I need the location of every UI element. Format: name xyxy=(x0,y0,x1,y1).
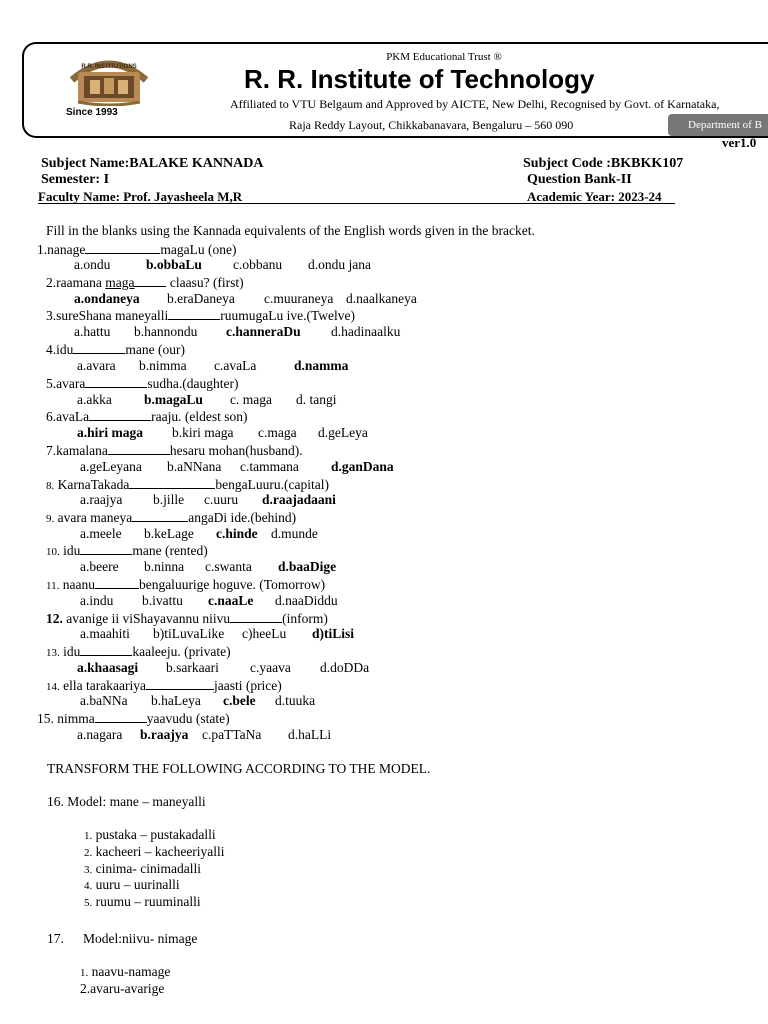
options-13: a.khaasagi b.sarkaari c.yaava d.doDDa xyxy=(77,660,370,675)
answer-16-4: 4. uuru – uurinalli xyxy=(84,877,180,892)
instruction: Fill in the blanks using the Kannada equivalents of the English words given in the bracket. xyxy=(46,223,535,238)
answer-16-1: 1. pustaka – pustakadalli xyxy=(84,827,216,842)
since-year: Since 1993 xyxy=(66,107,118,118)
question-4: 4.idu mane (our) xyxy=(46,342,185,357)
options-4: a.avara b.nimma c.avaLa d.namma xyxy=(77,358,349,373)
question-15: 15. nimma yaavudu (state) xyxy=(37,711,230,726)
options-7: a.geLeyana b.aNNana c.tammana d.ganDana xyxy=(80,459,394,474)
options-10: a.beere b.ninna c.swanta d.baaDige xyxy=(80,559,337,574)
question-3: 3.sureShana maneyalli ruumugaLu ive.(Twelve) xyxy=(46,308,355,323)
model-17: Model:niivu- nimage xyxy=(83,931,198,946)
question-1: 1.nanage magaLu (one) xyxy=(37,242,237,257)
options-15: a.nagara b.raajya c.paTTaNa d.haLLi xyxy=(77,727,332,742)
options-8: a.raajya b.jille c.uuru d.raajadaani xyxy=(80,492,336,507)
options-3: a.hattu b.hannondu c.hanneraDu d.hadinaalku xyxy=(74,324,401,339)
question-2: 2.raamana maga claasu? (first) xyxy=(46,275,244,290)
question-13: 13. idu kaaleeju. (private) xyxy=(46,644,231,659)
answer-16-5: 5. ruumu – ruuminalli xyxy=(84,894,201,909)
question-12: 12. avanige ii viShayavannu niivu (inform) xyxy=(46,611,328,626)
department-tab: Department of B xyxy=(668,114,768,136)
answer-16-2: 2. kacheeri – kacheeriyalli xyxy=(84,844,225,859)
question-5: 5.avara sudha.(daughter) xyxy=(46,376,239,391)
options-5: a.akka b.magaLu c. maga d. tangi xyxy=(77,392,337,407)
logo-text: R.R. INSTITUTIONS xyxy=(81,64,137,70)
options-11: a.indu b.ivattu c.naaLe d.naaDiddu xyxy=(80,593,338,608)
options-9: a.meele b.keLage c.hinde d.munde xyxy=(80,526,318,541)
semester: Semester: I xyxy=(41,172,110,187)
question-11: 11. naanu bengaluurige hoguve. (Tomorrow) xyxy=(46,577,326,592)
affiliation-line: Affiliated to VTU Belgaum and Approved by AICTE, New Delhi, Recognised by Govt. of Karnataka, xyxy=(230,97,720,111)
transform-heading: TRANSFORM THE FOLLOWING ACCORDING TO THE MODEL. xyxy=(47,761,431,776)
question-6: 6.avaLa raaju. (eldest son) xyxy=(46,409,248,424)
trust-name: PKM Educational Trust ® xyxy=(386,51,502,63)
version-label: ver1.0 xyxy=(722,135,757,150)
address-line: Raja Reddy Layout, Chikkabanavara, Bengaluru – 560 090 xyxy=(289,118,574,132)
question-bank: Question Bank-II xyxy=(527,172,632,187)
options-6: a.hiri maga b.kiri maga c.maga d.geLeya xyxy=(77,425,368,440)
subject-code: Subject Code :BKBKK107 xyxy=(523,156,684,171)
options-14: a.baNNa b.haLeya c.bele d.tuuka xyxy=(80,693,316,708)
institute-title: R. R. Institute of Technology xyxy=(244,64,595,94)
academic-year: Academic Year: 2023-24 xyxy=(527,189,662,204)
faculty-name: Faculty Name: Prof. Jayasheela M,R xyxy=(38,189,243,204)
meta-divider xyxy=(38,203,675,204)
answer-16-3: 3. cinima- cinimadalli xyxy=(84,861,201,876)
options-2: a.ondaneya b.eraDaneya c.muuraneya d.naalkaneya xyxy=(74,291,417,306)
answer-17-1: 1. naavu-namage xyxy=(80,964,171,979)
subject-name: Subject Name:BALAKE KANNADA xyxy=(41,156,264,171)
question-7: 7.kamalana hesaru mohan(husband). xyxy=(46,443,303,458)
question-14: 14. ella tarakaariya jaasti (price) xyxy=(46,678,282,693)
question-17-number: 17. xyxy=(47,931,64,946)
options-1: a.ondu b.obbaLu c.obbanu d.ondu jana xyxy=(74,257,371,272)
answer-17-2: 2.avaru-avarige xyxy=(80,981,165,996)
question-9: 9. avara maneya angaDi ide.(behind) xyxy=(46,510,297,525)
question-8: 8. KarnaTakada bengaLuuru.(capital) xyxy=(46,477,329,492)
model-16: 16. Model: mane – maneyalli xyxy=(47,794,206,809)
options-12: a.maahiti b)tiLuvaLike c)heeLu d)tiLisi xyxy=(80,626,355,641)
question-10: 10. idu mane (rented) xyxy=(46,543,208,558)
